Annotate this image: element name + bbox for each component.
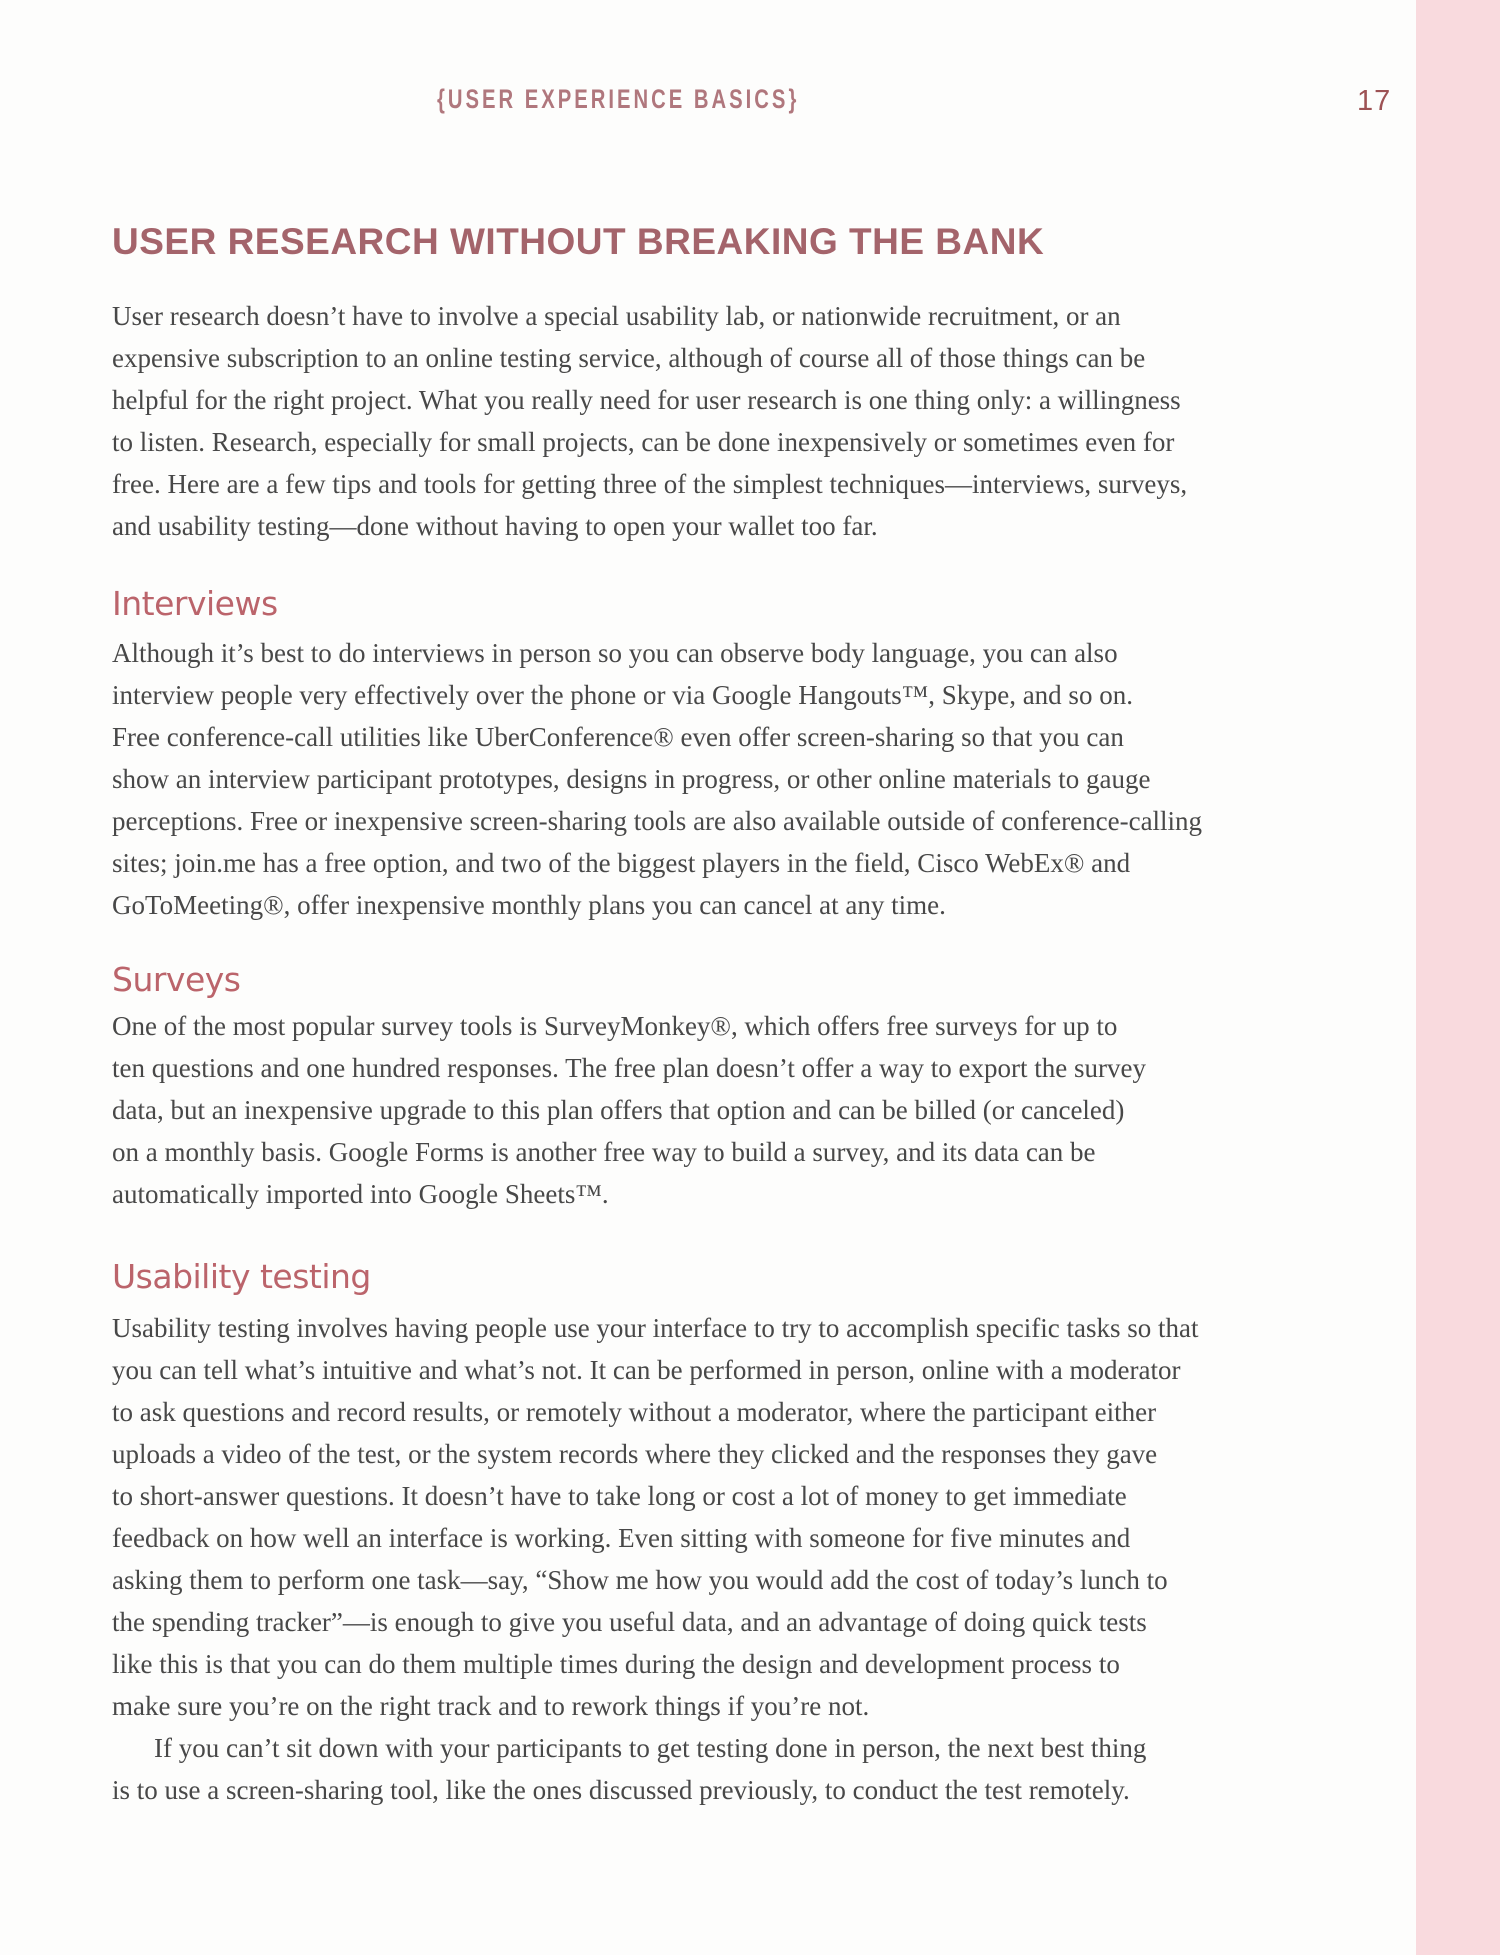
usability-testing-paragraph-2 — [112, 1727, 1146, 1811]
text-line: User research doesn’t have to involve a special usability lab, or nationwide recruitment, or an — [112, 301, 1121, 331]
text-line: automatically imported into Google Sheets™. — [112, 1179, 609, 1209]
text-line: Although it’s best to do interviews in person so you can observe body language, you can also — [112, 638, 1118, 668]
page-number: 17 — [1357, 85, 1392, 117]
text-line: uploads a video of the test, or the system records where they clicked and the responses they gave — [112, 1439, 1158, 1469]
usability-testing-paragraph — [112, 1307, 1199, 1727]
text-line: expensive subscription to an online testing service, although of course all of those things can be — [112, 343, 1146, 373]
text-line: make sure you’re on the right track and to rework things if you’re not. — [112, 1691, 870, 1721]
section-heading-surveys: Surveys — [112, 960, 241, 999]
section-heading-usability-testing: Usability testing — [112, 1257, 371, 1296]
text-line: show an interview participant prototypes, designs in progress, or other online materials to gauge — [112, 764, 1151, 794]
text-line: feedback on how well an interface is working. Even sitting with someone for five minutes and — [112, 1523, 1131, 1553]
text-line: One of the most popular survey tools is SurveyMonkey®, which offers free surveys for up to — [112, 1011, 1118, 1041]
text-line: to ask questions and record results, or remotely without a moderator, where the participant either — [112, 1397, 1157, 1427]
text-line: sites; join.me has a free option, and two of the biggest players in the field, Cisco WebEx® and — [112, 848, 1131, 878]
running-header: {USER EXPERIENCE BASICS} — [437, 84, 800, 114]
page-edge-pink-band — [1416, 0, 1500, 1955]
text-line: If you can’t sit down with your participants to get testing done in person, the next best thing — [154, 1733, 1147, 1763]
page-title: USER RESEARCH WITHOUT BREAKING THE BANK — [112, 221, 1045, 262]
text-line: Free conference-call utilities like UberConference® even offer screen-sharing so that you can — [112, 722, 1124, 752]
text-line: asking them to perform one task—say, “Show me how you would add the cost of today’s lunch to — [112, 1565, 1168, 1595]
text-line: interview people very effectively over the phone or via Google Hangouts™, Skype, and so on. — [112, 680, 1133, 710]
text-line: free. Here are a few tips and tools for getting three of the simplest techniques—interviews, surveys, — [112, 469, 1188, 499]
text-line: GoToMeeting®, offer inexpensive monthly plans you can cancel at any time. — [112, 890, 946, 920]
text-line: data, but an inexpensive upgrade to this plan offers that option and can be billed (or canceled) — [112, 1095, 1125, 1125]
text-line: ten questions and one hundred responses. The free plan doesn’t offer a way to export the survey — [112, 1053, 1146, 1083]
text-line: to short-answer questions. It doesn’t have to take long or cost a lot of money to get immediate — [112, 1481, 1127, 1511]
text-line: like this is that you can do them multiple times during the design and development process to — [112, 1649, 1120, 1679]
interviews-paragraph — [112, 632, 1202, 926]
text-line: helpful for the right project. What you really need for user research is one thing only: a willingness — [112, 385, 1181, 415]
text-line: you can tell what’s intuitive and what’s not. It can be performed in person, online with a moderator — [112, 1355, 1181, 1385]
text-line: Usability testing involves having people use your interface to try to accomplish specific tasks so that — [112, 1313, 1199, 1343]
text-line: is to use a screen-sharing tool, like the ones discussed previously, to conduct the test remotely. — [112, 1775, 1130, 1805]
text-line: on a monthly basis. Google Forms is another free way to build a survey, and its data can be — [112, 1137, 1096, 1167]
surveys-paragraph — [112, 1005, 1146, 1215]
text-line: to listen. Research, especially for small projects, can be done inexpensively or sometimes even for — [112, 427, 1175, 457]
text-line: perceptions. Free or inexpensive screen-sharing tools are also available outside of conference-calling — [112, 806, 1203, 836]
intro-paragraph — [112, 295, 1187, 547]
text-line: the spending tracker”—is enough to give you useful data, and an advantage of doing quick tests — [112, 1607, 1147, 1637]
section-heading-interviews: Interviews — [112, 584, 278, 623]
text-line: and usability testing—done without having to open your wallet too far. — [112, 511, 878, 541]
